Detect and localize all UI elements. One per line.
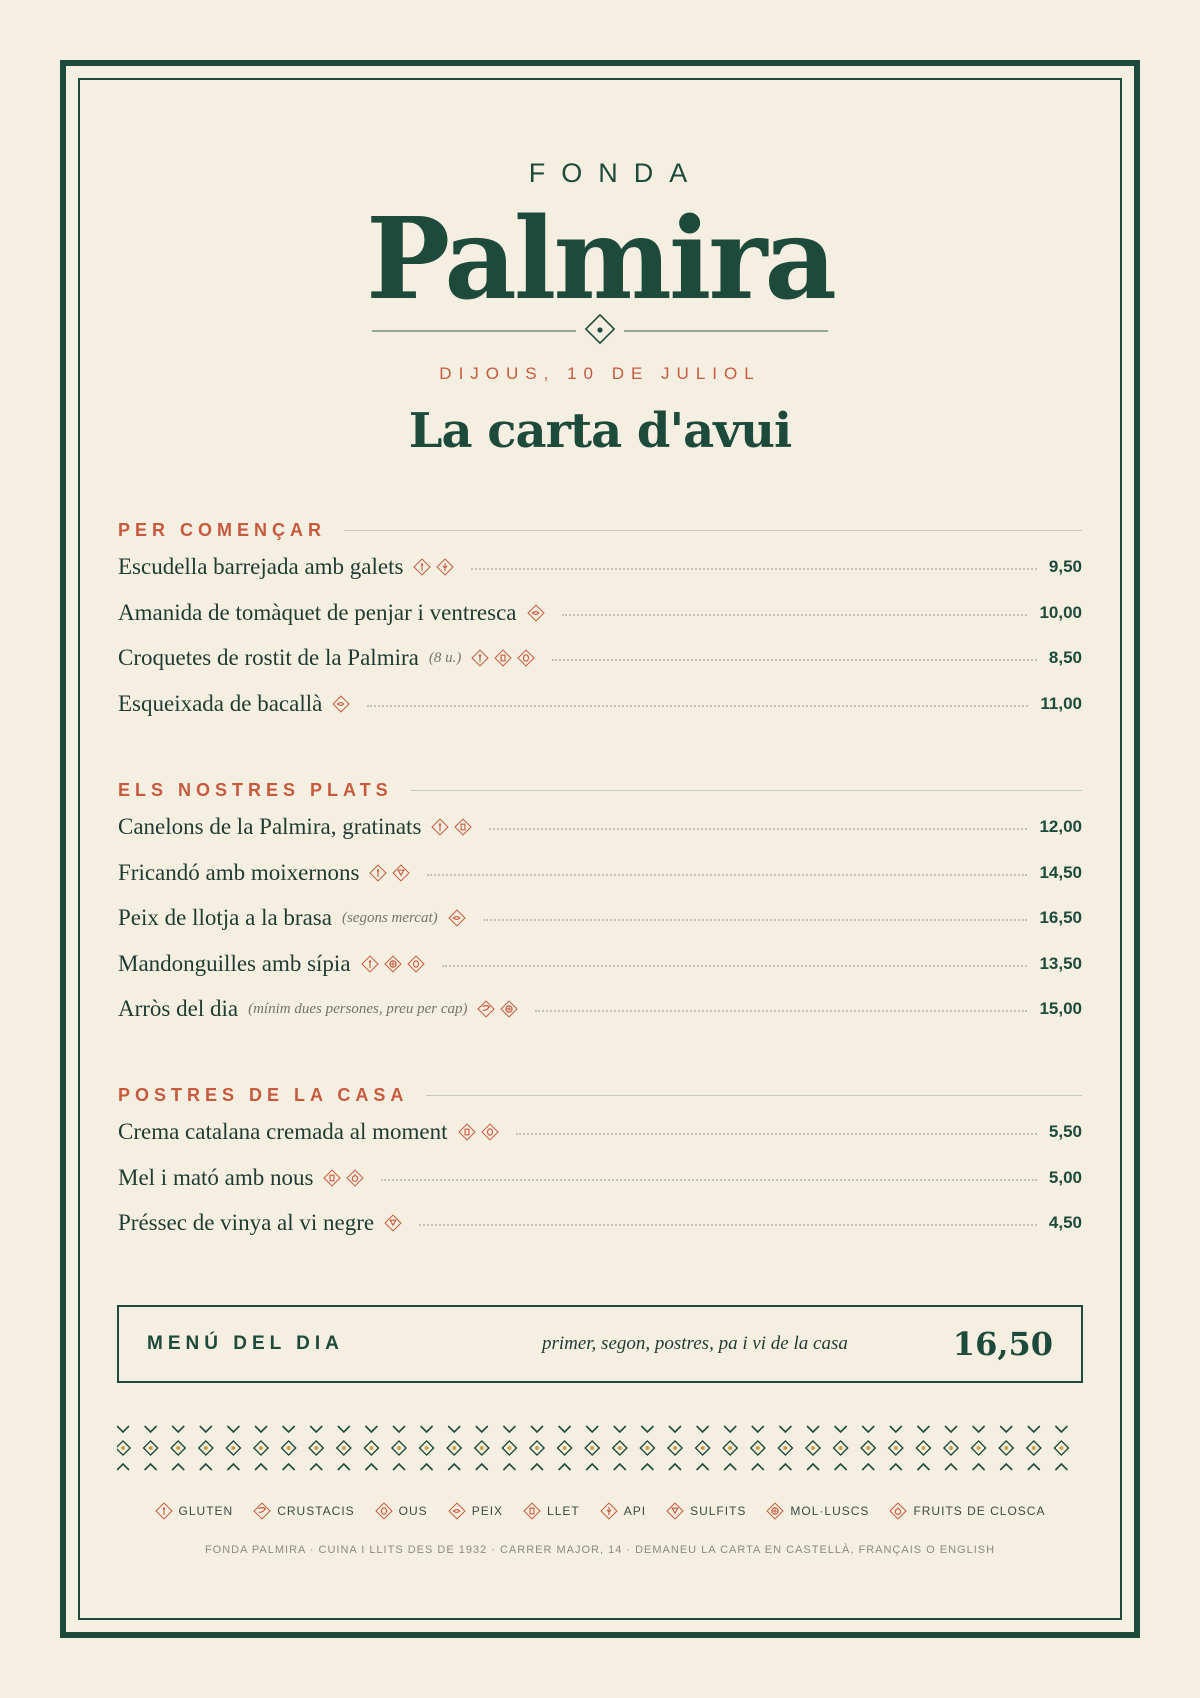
legend-label: CRUSTACIS <box>277 1504 355 1518</box>
dotted-leader <box>419 1224 1037 1226</box>
ous-icon <box>375 1502 393 1520</box>
dotted-leader <box>367 705 1028 707</box>
peix-icon <box>527 604 545 622</box>
menu-item <box>118 641 1082 675</box>
menu-item-price: 5,00 <box>1048 1167 1082 1187</box>
menu-item-price: 14,50 <box>1039 862 1082 882</box>
section-title-label: PER COMENÇAR <box>118 520 327 540</box>
menu-item-allergens <box>361 955 430 973</box>
legend-label: SULFITS <box>690 1504 747 1518</box>
menu-del-dia-price: 16,50 <box>952 1325 1053 1363</box>
legend-label: MOL·LUSCS <box>790 1504 870 1518</box>
menu-item-price: 10,00 <box>1039 602 1082 622</box>
ous-icon <box>407 955 425 973</box>
menu-del-dia-label: MENÚ DEL DIA <box>147 1333 344 1354</box>
gluten-icon <box>413 558 431 576</box>
menu-item-name: Mel i mató amb nous <box>118 1164 314 1190</box>
menu-del-dia-box <box>117 1305 1083 1383</box>
lllet-icon <box>458 1123 476 1141</box>
menu-item-name: Arròs del dia <box>118 996 239 1021</box>
dotted-leader <box>381 1179 1036 1181</box>
menu-item <box>118 901 1082 935</box>
menu-item-name: Canelons de la Palmira, gratinats <box>118 814 422 839</box>
section-title-label: ELS NOSTRES PLATS <box>118 780 393 800</box>
menu-item-allergens <box>332 695 355 713</box>
menu-item-price: 11,00 <box>1040 693 1082 713</box>
menu-item-price: 8,50 <box>1048 648 1082 667</box>
gluten-icon <box>471 649 489 667</box>
legend-entry <box>253 1502 354 1520</box>
legend-entry <box>448 1502 503 1520</box>
lllet-icon <box>454 818 472 836</box>
menu-item-price: 4,50 <box>1048 1213 1082 1232</box>
menu-item-name: Peix de llotja a la brasa <box>118 905 332 930</box>
brand-small: FONDA <box>528 158 704 188</box>
section-title <box>118 1085 1082 1106</box>
section-title <box>118 780 1082 801</box>
menu-item-allergens <box>431 818 477 836</box>
dotted-leader <box>535 1010 1027 1012</box>
mol-luscs-icon <box>766 1502 784 1520</box>
api-icon <box>436 558 454 576</box>
menu-item-price: 13,50 <box>1039 953 1082 973</box>
menu-item-price: 12,00 <box>1039 817 1082 836</box>
decorative-pattern-icon <box>117 1422 1083 1474</box>
dotted-leader <box>427 874 1027 876</box>
menu-item-price: 15,00 <box>1039 999 1082 1018</box>
peix-icon <box>448 909 466 927</box>
crustacis-icon <box>477 1000 495 1018</box>
menu-item-name: Mandonguilles amb sípia <box>118 950 351 976</box>
legend-label: FRUITS DE CLOSCA <box>913 1504 1046 1518</box>
menu-item-allergens <box>384 1214 407 1232</box>
brand-name: Palmira <box>366 194 834 325</box>
menu-item <box>118 1206 1082 1240</box>
menu-item-name: Amanida de tomàquet de penjar i ventresca <box>118 599 517 625</box>
menu-item-allergens <box>477 1000 523 1018</box>
dotted-leader <box>516 1133 1037 1135</box>
menu-item-allergens <box>471 649 540 667</box>
diamond-ornament-icon <box>372 314 828 348</box>
crustacis-icon <box>253 1502 271 1520</box>
menu-item-price: 9,50 <box>1048 557 1082 576</box>
peix-icon <box>332 695 350 713</box>
legend-label: OUS <box>398 1504 428 1518</box>
menu-item-note: (8 u.) <box>428 649 462 666</box>
section-rule <box>426 1095 1082 1096</box>
menu-item-name: Esqueixada de bacallà <box>118 690 323 716</box>
section-rule <box>344 530 1082 531</box>
menu-item <box>118 550 1082 584</box>
section-rule <box>411 790 1082 791</box>
peix-icon <box>448 1502 466 1520</box>
menu-item <box>118 992 1082 1026</box>
section-title <box>118 520 1082 541</box>
menu-item-note: (segons mercat) <box>341 909 438 926</box>
legend-entry <box>666 1502 746 1520</box>
menu-item-name: Escudella barrejada amb galets <box>118 554 404 579</box>
legend-entry <box>523 1502 580 1520</box>
menu-item-name: Préssec de vinya al vi negre <box>118 1210 375 1235</box>
dotted-leader <box>471 568 1036 570</box>
menu-item-name: Croquetes de rostit de la Palmira <box>118 645 419 670</box>
lllet-icon <box>494 649 512 667</box>
legend-label: LLET <box>547 1504 580 1518</box>
lllet-icon <box>323 1169 341 1187</box>
mol-luscs-icon <box>500 1000 518 1018</box>
menu-item-allergens <box>413 558 459 576</box>
menu-item <box>118 856 1082 890</box>
legend-entry <box>600 1502 646 1520</box>
menu-date: DIJOUS, 10 DE JULIOL <box>439 364 761 383</box>
legend-entry <box>155 1502 234 1520</box>
legend-label: API <box>623 1504 647 1518</box>
legend-label: GLUTEN <box>178 1504 234 1518</box>
dotted-leader <box>552 659 1037 661</box>
menu-item <box>118 810 1082 844</box>
page-title: La carta d'avui <box>408 403 792 459</box>
dotted-leader <box>562 614 1028 616</box>
fruits-de-closca-icon <box>889 1502 907 1520</box>
fruits-de-closca-icon <box>346 1169 364 1187</box>
legend-entry <box>766 1502 869 1520</box>
dotted-leader <box>483 919 1028 921</box>
ous-icon <box>517 649 535 667</box>
dotted-leader <box>442 965 1028 967</box>
footer-note: FONDA PALMIRA · CUINA I LLITS DES DE 1932 · CARRER MAJOR, 14 · DEMANEU LA CARTA EN CASTELLÀ, FRANÇAIS O ENGLISH <box>204 1544 996 1556</box>
menu-item-allergens <box>323 1169 369 1187</box>
menu-item-allergens <box>448 909 471 927</box>
gluten-icon <box>155 1502 173 1520</box>
dotted-leader <box>489 828 1027 830</box>
ous-icon <box>481 1123 499 1141</box>
legend-entry <box>375 1502 428 1520</box>
menu-item-price: 5,50 <box>1048 1122 1082 1141</box>
menu-item <box>118 1161 1082 1195</box>
legend-entry <box>889 1502 1045 1520</box>
menu-item <box>118 947 1082 981</box>
menu-item-allergens <box>527 604 550 622</box>
lllet-icon <box>523 1502 541 1520</box>
sulfits-icon <box>666 1502 684 1520</box>
menu-item-name: Fricandó amb moixernons <box>118 859 360 885</box>
menu-item <box>118 596 1082 630</box>
menu-item <box>118 1115 1082 1149</box>
legend-label: PEIX <box>471 1504 504 1518</box>
sulfits-icon <box>392 864 410 882</box>
menu-item-note: (mínim dues persones, preu per cap) <box>248 1000 468 1017</box>
section-title-label: POSTRES DE LA CASA <box>118 1085 409 1105</box>
menu-item-name: Crema catalana cremada al moment <box>118 1119 448 1144</box>
menu-del-dia-description: primer, segon, postres, pa i vi de la casa <box>541 1333 848 1354</box>
menu-item-price: 16,50 <box>1039 908 1082 927</box>
allergen-legend <box>0 1502 1200 1520</box>
api-icon <box>600 1502 618 1520</box>
menu-item-allergens <box>369 864 415 882</box>
mol-luscs-icon <box>384 955 402 973</box>
menu-item-allergens <box>458 1123 504 1141</box>
sulfits-icon <box>384 1214 402 1232</box>
gluten-icon <box>369 864 387 882</box>
menu-item <box>118 687 1082 721</box>
gluten-icon <box>361 955 379 973</box>
gluten-icon <box>431 818 449 836</box>
